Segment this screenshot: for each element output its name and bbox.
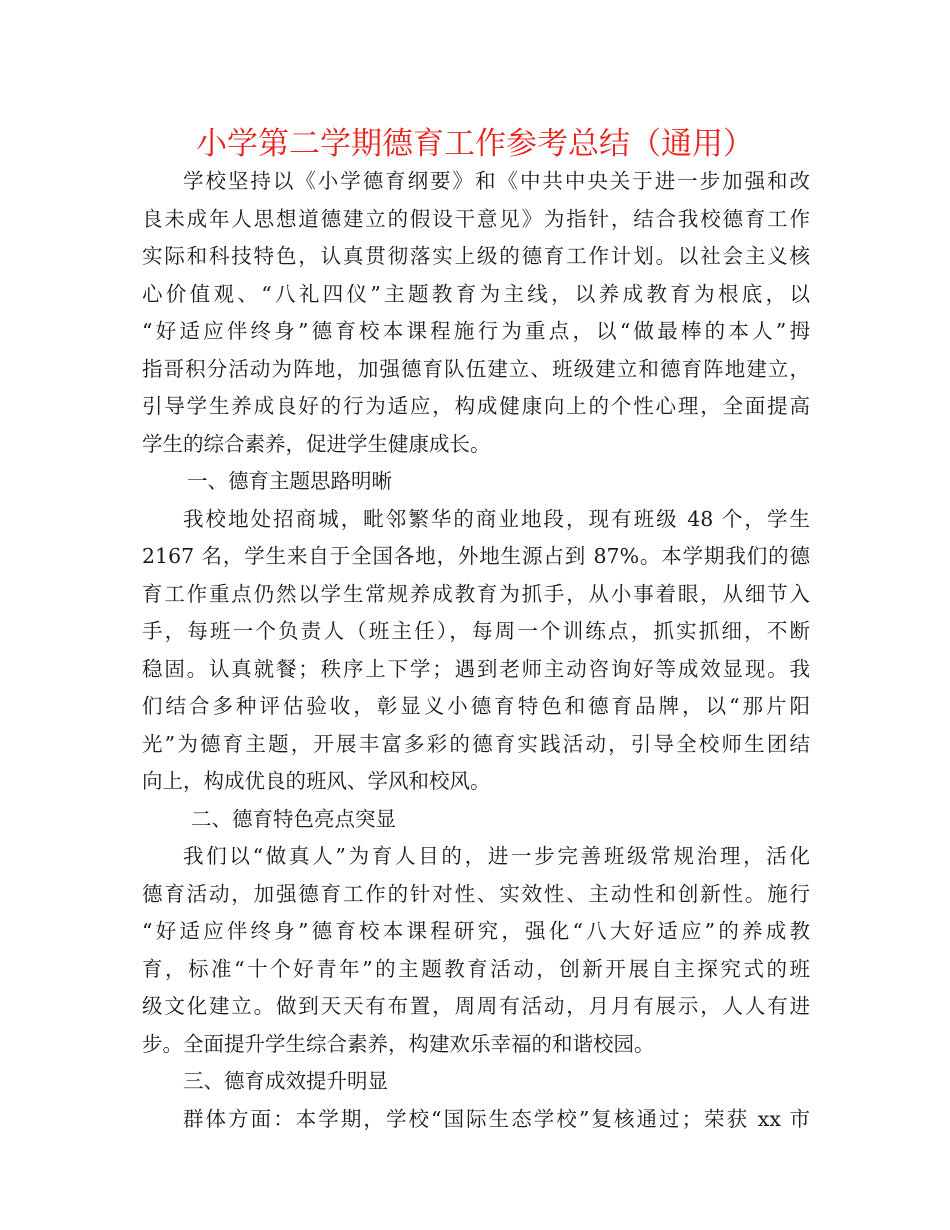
paragraph-line: 级文化建立。做到天天有布置，周周有活动，月月有展示，人人有进 [142, 994, 810, 1018]
paragraph-line: 光”为德育主题，开展丰富多彩的德育实践活动，引导全校师生团结 [142, 731, 810, 756]
section-heading-2: 二、德育特色亮点突显 [191, 806, 396, 831]
paragraph-line: 学生的综合素养，促进学生健康成长。 [142, 431, 491, 456]
section-heading-3: 三、德育成效提升明显 [183, 1069, 388, 1093]
paragraph-line: 育，标准“十个好青年”的主题教育活动，创新开展自主探究式的班 [142, 956, 810, 981]
paragraph-line: 指哥积分活动为阵地，加强德育队伍建立、班级建立和德育阵地建立， [142, 356, 810, 381]
document-body [142, 163, 810, 1138]
paragraph-line: 实际和科技特色，认真贯彻落实上级的德育工作计划。以社会主义核 [142, 244, 810, 268]
paragraph-line: 我校地处招商城，毗邻繁华的商业地段，现有班级 48 个，学生 [183, 506, 810, 531]
paragraph-line: 育工作重点仍然以学生常规养成教育为抓手，从小事着眼，从细节入 [142, 581, 810, 606]
paragraph-line: 良未成年人思想道德建立的假设干意见》为指针，结合我校德育工作 [142, 206, 810, 231]
paragraph-line: “好适应伴终身”德育校本课程施行为重点，以“做最棒的本人”拇 [142, 319, 810, 343]
paragraph-line: 群体方面：本学期，学校“国际生态学校”复核通过；荣获 xx 市 [183, 1106, 810, 1131]
paragraph-line: 稳固。认真就餐；秩序上下学；遇到老师主动咨询好等成效显现。我 [142, 656, 810, 681]
paragraph-line: 学校坚持以《小学德育纲要》和《中共中央关于进一步加强和改 [183, 169, 810, 193]
section-heading-1: 一、德育主题思路明晰 [187, 469, 392, 493]
paragraph-line: 德育活动，加强德育工作的针对性、实效性、主动性和创新性。施行 [142, 881, 810, 906]
paragraph-line: 心价值观、“八礼四仪”主题教育为主线，以养成教育为根底，以 [142, 281, 810, 306]
document-title: 小学第二学期德育工作参考总结（通用） [196, 126, 754, 162]
paragraph-line: 手，每班一个负责人（班主任），每周一个训练点，抓实抓细，不断 [142, 619, 810, 643]
paragraph-line: 我们以“做真人”为育人目的，进一步完善班级常规治理，活化 [183, 844, 810, 868]
paragraph-line: 2167 名，学生来自于全国各地，外地生源占到 87%。本学期我们的德 [142, 544, 810, 568]
paragraph-line: 引导学生养成良好的行为适应，构成健康向上的个性心理，全面提高 [142, 394, 810, 418]
paragraph-line: “好适应伴终身”德育校本课程研究，强化“八大好适应”的养成教 [142, 919, 810, 943]
paragraph-line: 向上，构成优良的班风、学风和校风。 [142, 769, 491, 793]
paragraph-line: 步。全面提升学生综合素养，构建欢乐幸福的和谐校园。 [142, 1031, 655, 1056]
paragraph-line: 们结合多种评估验收，彰显义小德育特色和德育品牌，以“那片阳 [142, 694, 810, 718]
